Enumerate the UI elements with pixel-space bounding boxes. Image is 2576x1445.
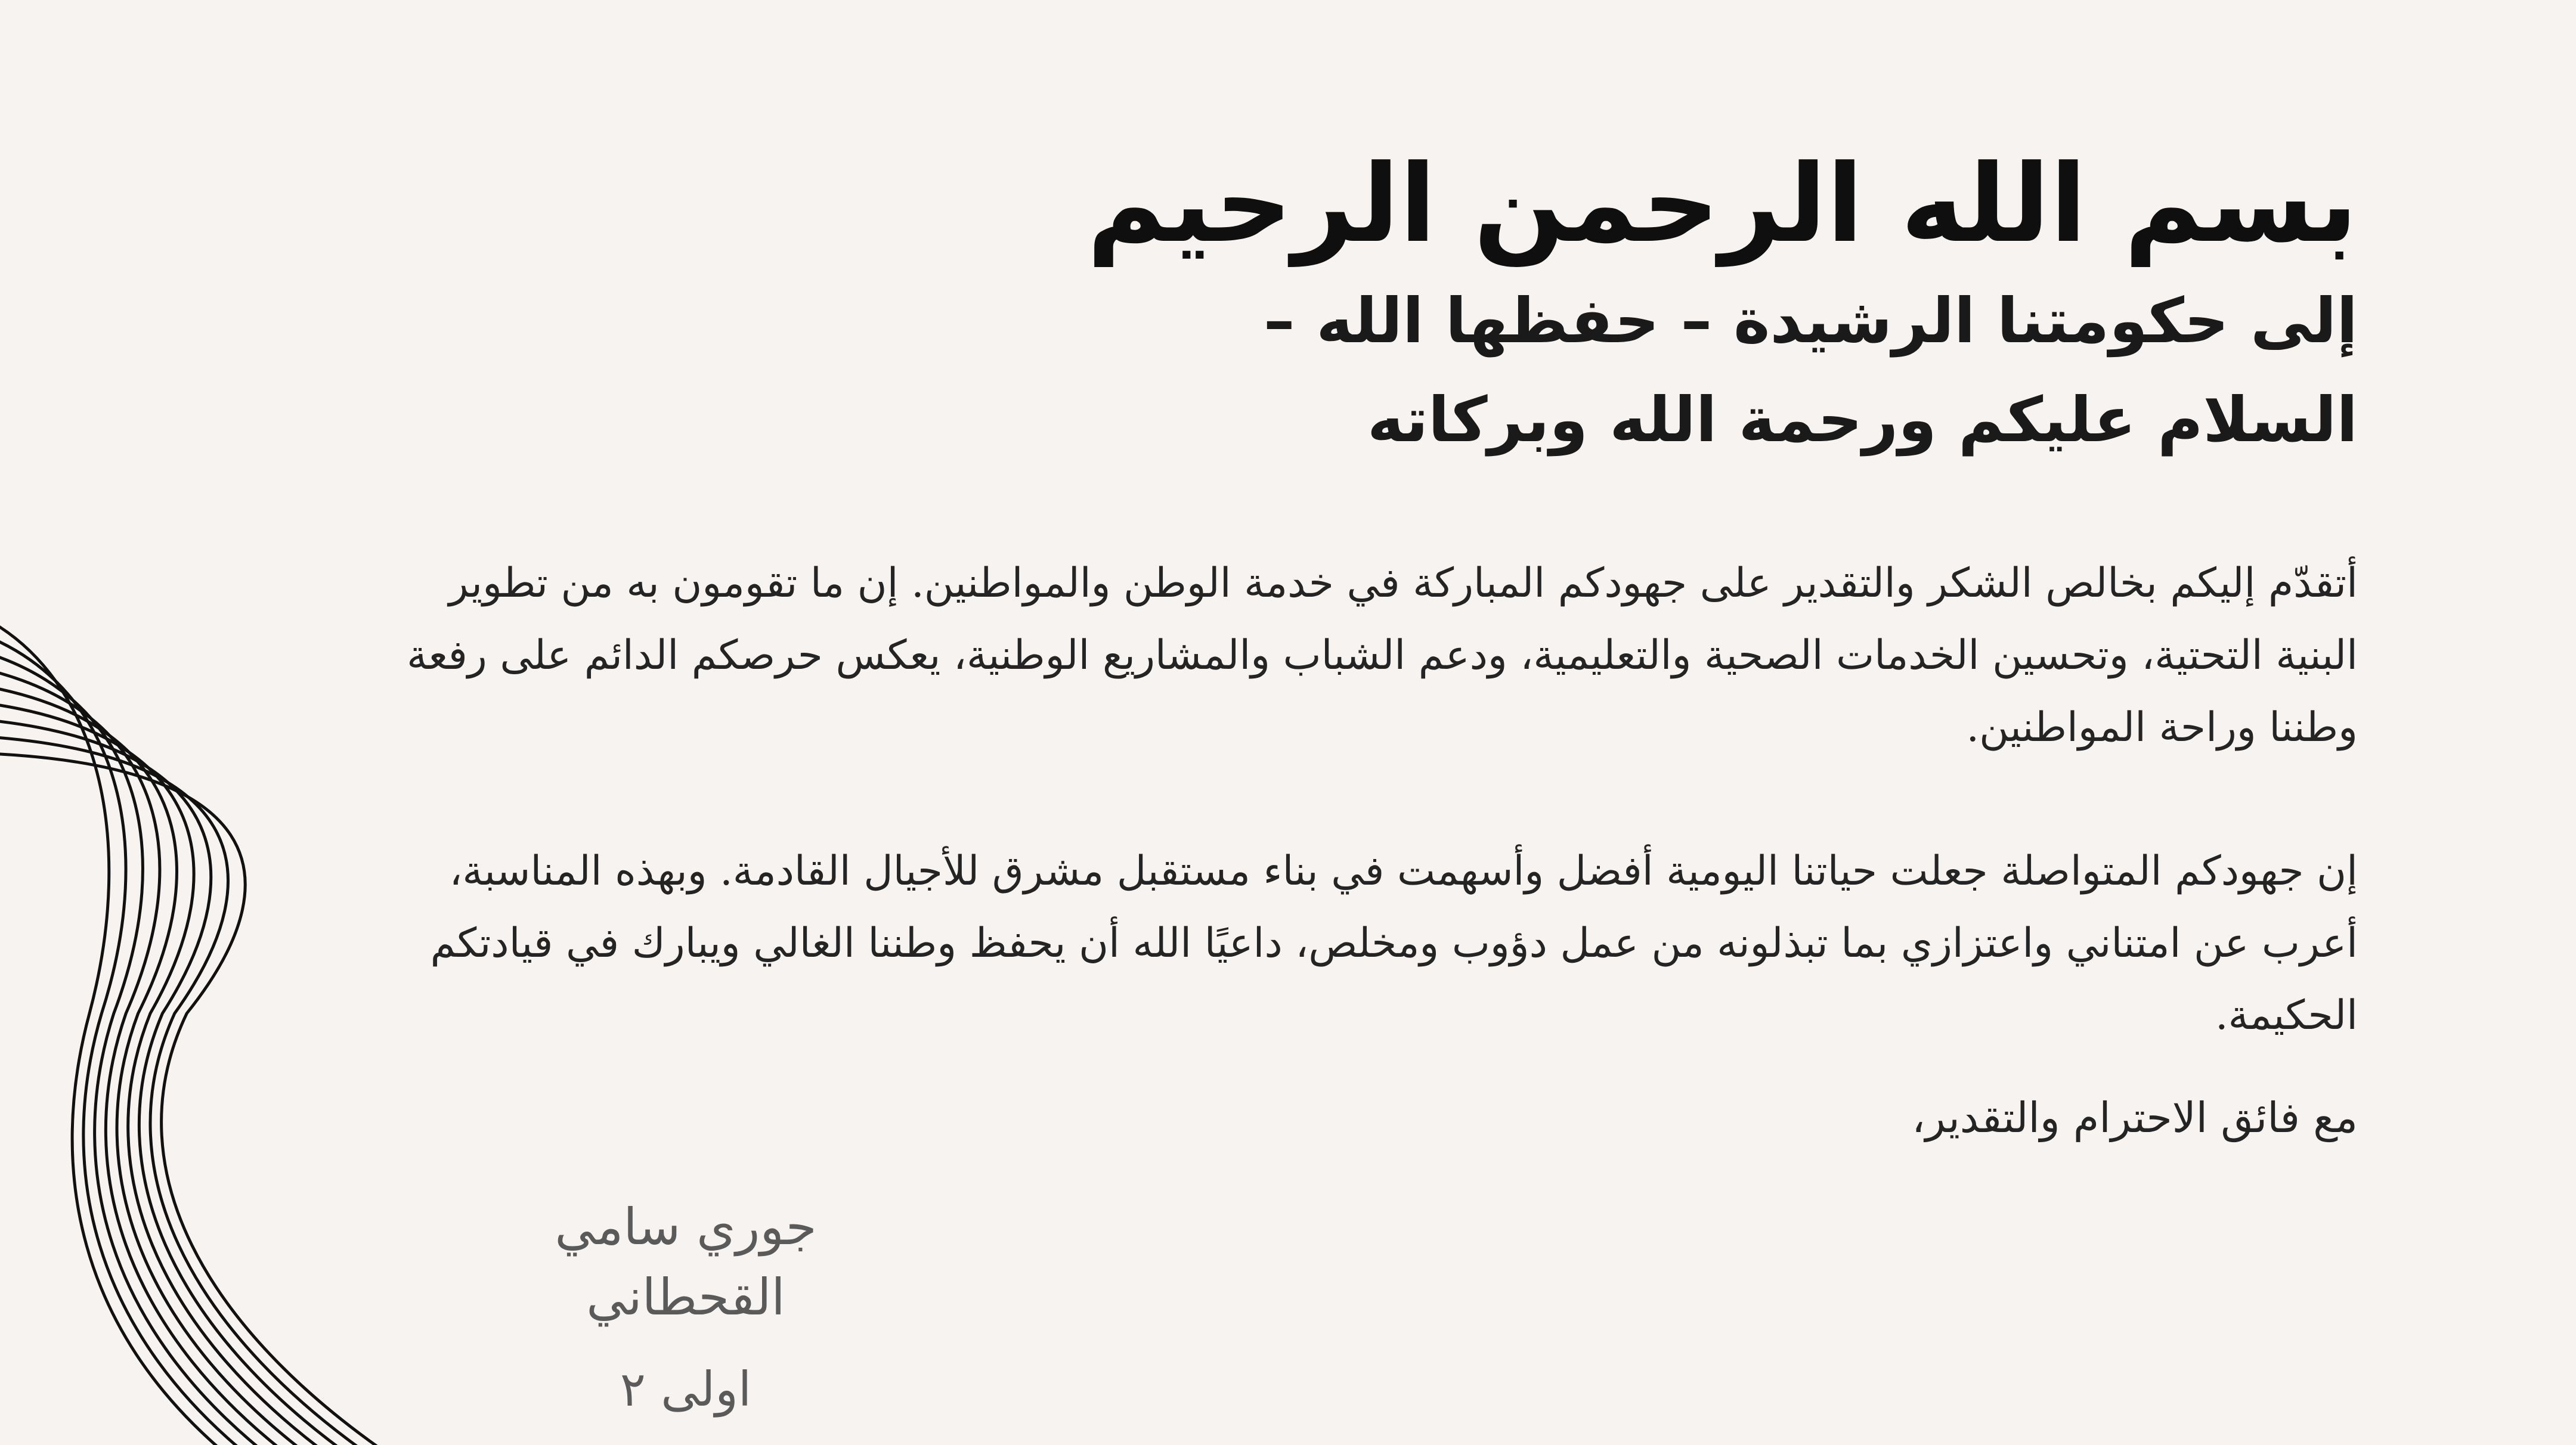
letter-paragraph-1: أتقدّم إليكم بخالص الشكر والتقدير على جهودكم المباركة في خدمة الوطن والمواطنين. إن ما تقومون به من تطوير البنية التحتية، وتحسين الخدمات الصحية والتعليمية، ودعم الشباب والمشاريع الوطنية، يعكس حرصكم الدائم على رفعة وطننا وراحة المواطنين. xyxy=(407,559,2358,751)
wave-line xyxy=(0,703,328,1445)
basmala-heading: بسم الله الرحمن الرحيم xyxy=(1086,142,2358,266)
closing-line: مع فائق الاحترام والتقدير، xyxy=(1912,1093,2358,1142)
greeting-line: السلام عليكم ورحمة الله وبركاته xyxy=(1367,383,2358,457)
wave-line xyxy=(0,670,287,1445)
recipient-line: إلى حكومتنا الرشيدة – حفظها الله – xyxy=(1264,284,2358,357)
signature-class: اولى ٢ xyxy=(620,1362,752,1418)
wave-line xyxy=(0,737,369,1445)
letter-body xyxy=(390,137,2358,1142)
signature-name: جوري سامي القحطاني xyxy=(555,1198,817,1326)
letter-paragraph-2: إن جهودكم المتواصلة جعلت حياتنا اليومية أفضل وأسهمت في بناء مستقبل مشرق للأجيال القادمة. وبهذه المناسبة، أعرب عن امتناني واعتزازي بما تبذلونه من عمل دؤوب ومخلص، داعيًا الله أن يحفظ وطننا الغالي ويبارك في قيادتكم الحكيمة. xyxy=(430,847,2358,1039)
signature-block xyxy=(453,1192,918,1423)
